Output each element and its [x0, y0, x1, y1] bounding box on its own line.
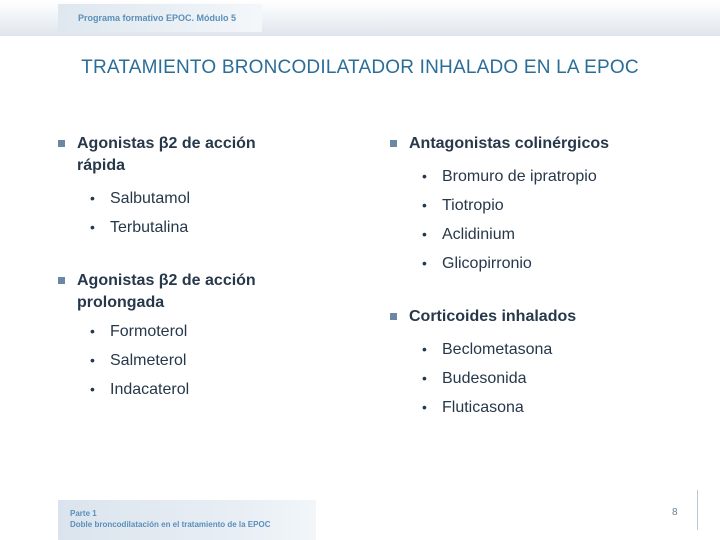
square-bullet-icon	[390, 313, 397, 320]
bullet-icon: •	[90, 190, 95, 206]
square-bullet-icon	[390, 140, 397, 147]
header-band	[0, 0, 720, 36]
list-item	[422, 393, 690, 422]
bullet-icon: •	[422, 226, 427, 242]
group-heading	[390, 133, 690, 155]
item-text: Fluticasona	[442, 399, 524, 416]
group-heading-text: Agonistas β2 de acción rápida	[77, 135, 256, 174]
page-number: 8	[672, 507, 678, 518]
footer-part-label: Parte 1	[70, 509, 97, 518]
list-item	[422, 364, 690, 393]
module-label: Programa formativo EPOC. Módulo 5	[78, 13, 237, 23]
left-column	[58, 133, 358, 432]
slide-title: TRATAMIENTO BRONCODILATADOR INHALADO EN LA EPOC	[81, 57, 639, 78]
group-inhaled-corticoids	[390, 306, 690, 422]
item-text: Aclidinium	[442, 226, 515, 243]
bullet-icon: •	[422, 370, 427, 386]
module-tab	[58, 4, 262, 32]
list-item	[422, 249, 690, 278]
group-short-acting-b2	[58, 133, 358, 242]
list-item	[90, 317, 358, 346]
bullet-icon: •	[422, 197, 427, 213]
square-bullet-icon	[58, 140, 65, 147]
item-list	[390, 335, 690, 422]
footer-subtitle: Doble broncodilatación en el tratamiento de la EPOC	[70, 520, 271, 529]
item-text: Tiotropio	[442, 197, 504, 214]
group-heading-text: Antagonistas colinérgicos	[409, 135, 610, 152]
group-heading	[58, 133, 358, 177]
item-list	[58, 184, 358, 242]
item-text: Terbutalina	[110, 219, 189, 236]
bullet-icon: •	[422, 255, 427, 271]
group-heading	[390, 306, 690, 328]
item-list	[58, 317, 358, 404]
list-item	[422, 191, 690, 220]
list-item	[90, 346, 358, 375]
item-text: Salbutamol	[110, 190, 191, 207]
group-anticholinergics	[390, 133, 690, 278]
item-text: Bromuro de ipratropio	[442, 168, 597, 185]
group-heading	[58, 270, 358, 314]
list-item	[422, 220, 690, 249]
item-text: Glicopirronio	[442, 255, 532, 272]
footer-band	[58, 500, 316, 540]
group-heading-text: Agonistas β2 de acción prolongada	[77, 272, 256, 311]
list-item	[90, 184, 358, 213]
list-item	[90, 213, 358, 242]
item-list	[390, 162, 690, 278]
bullet-icon: •	[90, 352, 95, 368]
item-text: Budesonida	[442, 370, 527, 387]
list-item	[422, 162, 690, 191]
bullet-icon: •	[90, 219, 95, 235]
group-long-acting-b2	[58, 270, 358, 404]
group-heading-text: Corticoides inhalados	[409, 308, 577, 325]
list-item	[90, 375, 358, 404]
bullet-icon: •	[90, 323, 95, 339]
item-text: Beclometasona	[442, 341, 553, 358]
item-text: Indacaterol	[110, 381, 190, 398]
page-divider	[697, 490, 698, 530]
list-item	[422, 335, 690, 364]
item-text: Salmeterol	[110, 352, 187, 369]
bullet-icon: •	[422, 168, 427, 184]
square-bullet-icon	[58, 277, 65, 284]
right-column	[390, 133, 690, 450]
item-text: Formoterol	[110, 323, 188, 340]
bullet-icon: •	[422, 399, 427, 415]
bullet-icon: •	[422, 341, 427, 357]
bullet-icon: •	[90, 381, 95, 397]
